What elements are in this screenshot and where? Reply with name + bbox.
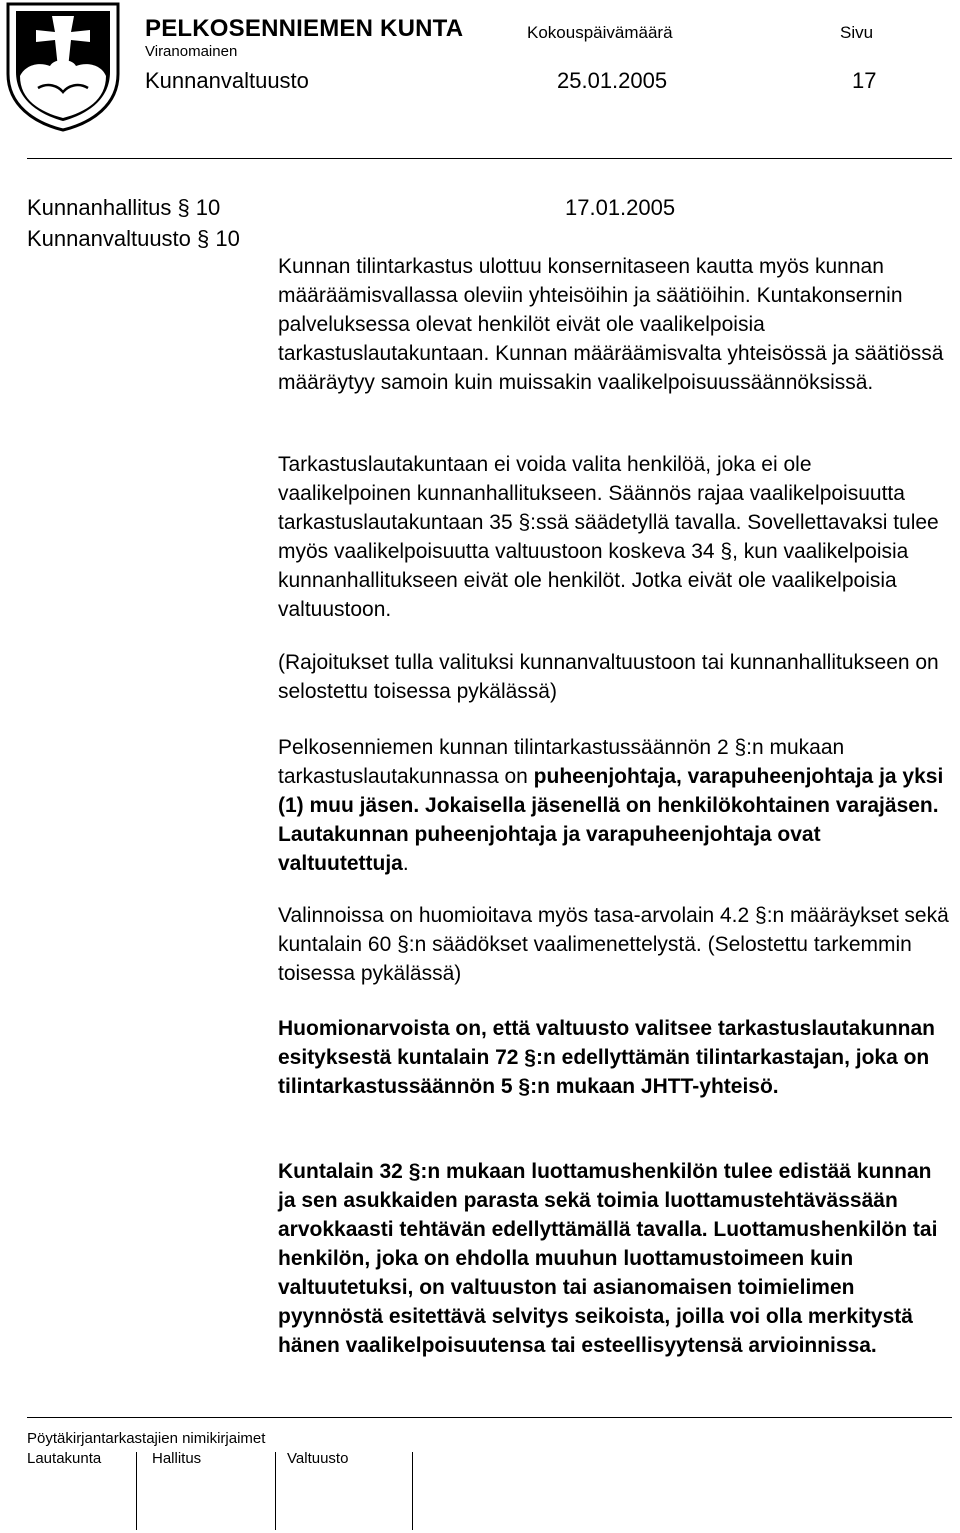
paragraph-eligibility: Tarkastuslautakuntaan ei voida valita henkilöä, joka ei ole vaalikelpoinen kunnanhallitukseen. Säännös rajaa vaalikelpoisuutta tarkastuslautakuntaan 35 §:ssä säädetyllä tavalla. Sovellettavaksi tulee myös vaalikelpoisuutta valtuustoon koskeva 34 §, kun vaalikelpoisia kunnanhallitukseen eivät ole henkilöt. Jotka eivät ole vaalikelpoisia valtuustoon. — [278, 453, 939, 621]
authority-label: Viranomainen — [145, 43, 238, 60]
reference-kunnanvaltuusto: Kunnanvaltuusto § 10 — [27, 226, 240, 251]
footer-separator — [136, 1452, 137, 1530]
reference-kunnanhallitus: Kunnanhallitus § 10 — [27, 195, 221, 220]
meeting-date-label: Kokouspäivämäärä — [527, 23, 673, 42]
header-divider — [27, 158, 952, 159]
authority-name: Kunnanvaltuusto — [145, 68, 309, 93]
paragraph-trustee-duties: Kuntalain 32 §:n mukaan luottamushenkilön tulee edistää kunnan ja sen asukkaiden parasta sekä toimia luottamustehtävässään arvokkaasti tehtävän edellyttämällä tavalla. Luottamushenkilön tai henkilön, joka on ehdolla muuhun luottamustoimeen kuin valtuutetuksi, on valtuuston tai asianomaisen toimielimen pyynnöstä esitettävä selvitys seikoista, joilla voi olla merkitystä hänen vaalikelpoisuutensa tai esteellisyytensä arvioinnissa. — [278, 1160, 938, 1357]
footer-column-hallitus: Hallitus — [152, 1450, 202, 1467]
composition-details: puheenjohtaja, varapuheenjohtaja ja yksi (1) muu jäsen. Jokaisella jäsenellä on henkilökohtainen varajäsen. Lautakunnan puheenjohtaja ja varapuheenjohtaja ovat valtuutettuja — [278, 765, 944, 875]
footer-divider — [27, 1417, 952, 1418]
page-number-label: Sivu — [840, 23, 874, 42]
reference-date: 17.01.2005 — [565, 195, 676, 220]
footer-column-valtuusto: Valtuusto — [287, 1450, 349, 1467]
footer-separator — [275, 1452, 276, 1530]
organization-name: PELKOSENNIEMEN KUNTA — [145, 15, 464, 42]
composition-intro: Pelkosenniemen kunnan tilintarkastussäännön 2 §:n mukaan tarkastuslautakunnassa on — [278, 736, 845, 788]
composition-end: . — [402, 852, 409, 875]
footer-separator — [412, 1452, 413, 1530]
meeting-date: 25.01.2005 — [557, 68, 668, 93]
footer-column-lautakunta: Lautakunta — [27, 1450, 102, 1467]
paragraph-equality-law: Valinnoissa on huomioitava myös tasa-arvolain 4.2 §:n määräykset sekä kuntalain 60 §:n säädökset vaalimenettelystä. (Selostettu tarkemmin toisessa pykälässä) — [278, 904, 949, 985]
coat-of-arms-icon — [6, 2, 120, 132]
page-number: 17 — [852, 68, 877, 93]
footer-initials-title: Pöytäkirjantarkastajien nimikirjaimet — [27, 1430, 266, 1447]
paragraph-restrictions-note: (Rajoitukset tulla valituksi kunnanvaltuustoon tai kunnanhallitukseen on selostettu toisessa pykälässä) — [278, 651, 939, 703]
paragraph-auditor-selection: Huomionarvoista on, että valtuusto valitsee tarkastuslautakunnan esityksestä kuntalain 72 §:n edellyttämän tilintarkastajan, joka on tilintarkastussäännön 5 §:n mukaan JHTT-yhteisö. — [278, 1017, 935, 1098]
paragraph-board-composition — [278, 733, 950, 878]
paragraph-audit-scope: Kunnan tilintarkastus ulottuu konsernitaseen kautta myös kunnan määräämisvallassa oleviin yhteisöihin ja säätiöihin. Kuntakonsernin palveluksessa olevat henkilöt eivät ole vaalikelpoisia tarkastuslautakuntaan. Kunnan määräämisvalta yhteisössä ja säätiössä määräytyy samoin kuin muissakin vaalikelpoisuussäännöksissä. — [278, 255, 944, 394]
